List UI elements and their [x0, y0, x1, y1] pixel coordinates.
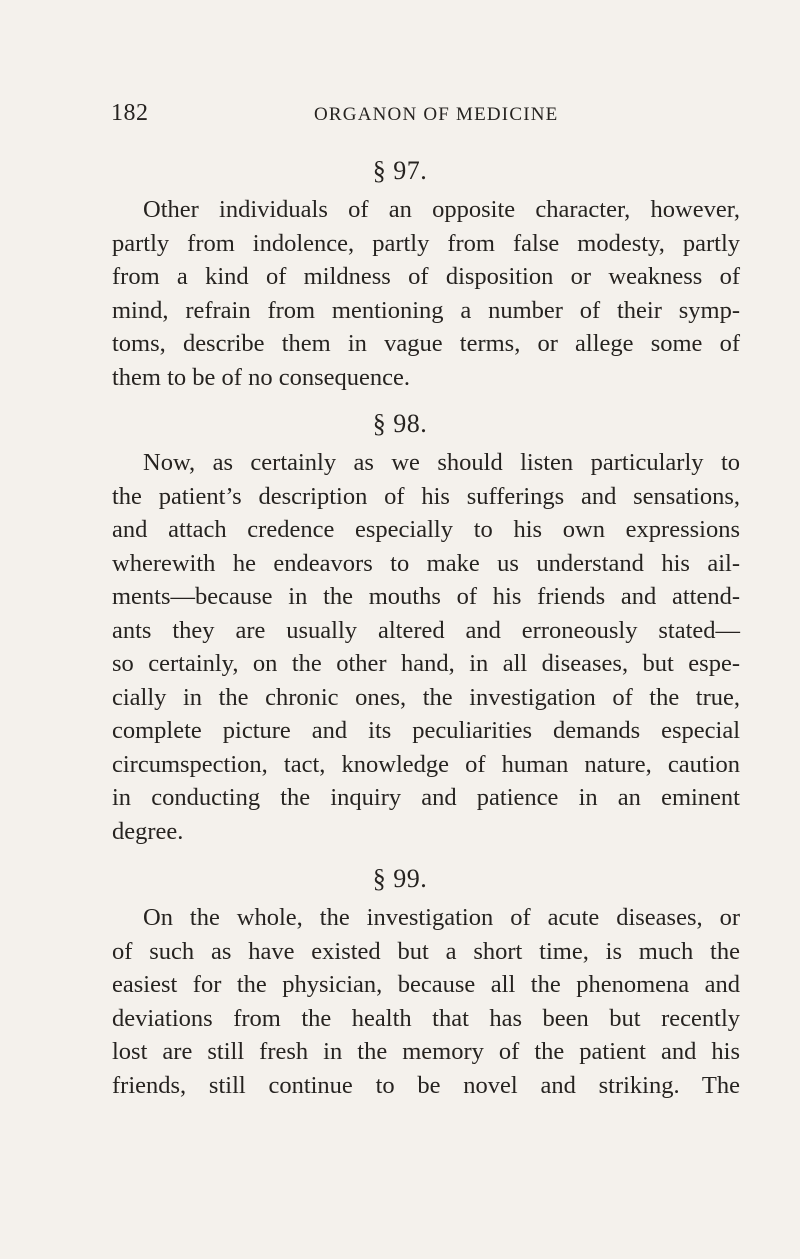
page-number: 182 — [111, 100, 149, 126]
text-line: wherewith he endeavors to make us understand his ail- — [112, 549, 740, 577]
text-line: ants they are usually altered and erroneously stated— — [112, 616, 740, 644]
text-line: degree. — [112, 817, 184, 845]
text-line: cially in the chronic ones, the investigation of the true, — [112, 683, 740, 711]
text-line: friends, still continue to be novel and striking. The — [112, 1071, 740, 1099]
running-head — [0, 100, 800, 140]
running-title: ORGANON OF MEDICINE — [314, 104, 559, 125]
text-line: circumspection, tact, knowledge of human nature, caution — [112, 750, 740, 778]
section-heading-97: § 97. — [372, 156, 428, 185]
section-heading-98: § 98. — [372, 409, 428, 438]
text-line: easiest for the physician, because all the phenomena and — [112, 971, 740, 998]
text-line: partly from indolence, partly from false modesty, partly — [112, 229, 740, 257]
text-line: mind, refrain from mentioning a number of their symp- — [112, 296, 740, 324]
text-line: complete picture and its peculiarities demands especial — [112, 717, 740, 744]
text-line: toms, describe them in vague terms, or allege some of — [112, 330, 740, 357]
text-line: ments—because in the mouths of his friends and attend- — [112, 583, 740, 610]
text-line: the patient’s description of his sufferings and sensations, — [112, 482, 740, 510]
text-line: them to be of no consequence. — [112, 363, 410, 391]
section-98-text — [112, 446, 740, 848]
text-line: deviations from the health that has been but recently — [112, 1004, 740, 1032]
text-line: from a kind of mildness of disposition or weakness of — [112, 263, 740, 290]
text-line: so certainly, on the other hand, in all diseases, but espe- — [112, 650, 740, 677]
text-line: lost are still fresh in the memory of the patient and his — [112, 1038, 740, 1065]
text-line: in conducting the inquiry and patience in an eminent — [112, 784, 740, 811]
text-line: Other individuals of an opposite character, however, — [143, 196, 740, 223]
section-heading-99: § 99. — [372, 864, 428, 893]
section-99-text — [112, 901, 740, 1102]
text-line: of such as have existed but a short time, is much the — [112, 937, 740, 965]
text-line: and attach credence especially to his own expressions — [112, 516, 740, 543]
text-line: Now, as certainly as we should listen particularly to — [143, 449, 740, 476]
text-line: On the whole, the investigation of acute diseases, or — [143, 904, 740, 931]
section-97-text — [112, 193, 740, 394]
